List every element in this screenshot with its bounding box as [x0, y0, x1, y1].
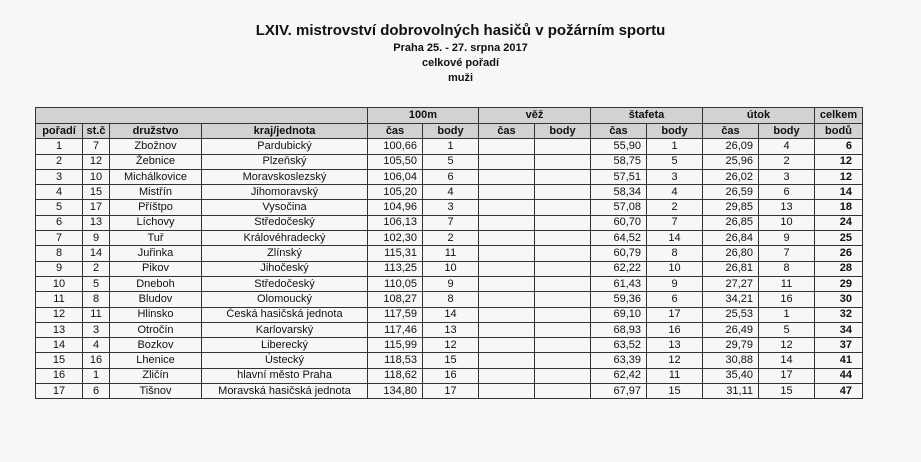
cell-cas-vez: [479, 154, 535, 169]
cell-cas-utok: 26,49: [703, 322, 759, 337]
cell-cas-utok: 35,40: [703, 368, 759, 383]
cell-body-100m: 10: [423, 261, 479, 276]
cell-st: 3: [83, 322, 110, 337]
cell-body-vez: [535, 384, 591, 399]
cell-st: 10: [83, 169, 110, 184]
cell-druzstvo: Otročín: [110, 322, 202, 337]
cell-body-stafeta: 9: [647, 276, 703, 291]
cell-cas-100m: 100,66: [368, 139, 423, 154]
cell-celkem: 37: [815, 338, 863, 353]
cell-druzstvo: Líchovy: [110, 215, 202, 230]
cell-body-vez: [535, 353, 591, 368]
cell-body-stafeta: 11: [647, 368, 703, 383]
cell-body-vez: [535, 261, 591, 276]
cell-cas-utok: 29,79: [703, 338, 759, 353]
cell-cas-vez: [479, 185, 535, 200]
cell-kraj: Vysočina: [202, 200, 368, 215]
cell-cas-stafeta: 68,93: [591, 322, 647, 337]
cell-celkem: 12: [815, 169, 863, 184]
cell-kraj: Karlovarský: [202, 322, 368, 337]
table-row: [36, 139, 863, 154]
cell-st: 5: [83, 276, 110, 291]
cell-body-vez: [535, 231, 591, 246]
cell-cas-vez: [479, 261, 535, 276]
cell-poradi: 16: [36, 368, 83, 383]
cell-cas-utok: 26,81: [703, 261, 759, 276]
results-body: [36, 139, 863, 399]
cell-kraj: Liberecký: [202, 338, 368, 353]
cell-druzstvo: Žebnice: [110, 154, 202, 169]
cell-body-100m: 4: [423, 185, 479, 200]
cell-body-vez: [535, 307, 591, 322]
cell-cas-100m: 108,27: [368, 292, 423, 307]
cell-kraj: Olomoucký: [202, 292, 368, 307]
cell-body-100m: 6: [423, 169, 479, 184]
cell-cas-100m: 105,20: [368, 185, 423, 200]
cell-body-utok: 16: [759, 292, 815, 307]
cell-cas-stafeta: 59,36: [591, 292, 647, 307]
subtitle-ranking: celkové pořadí: [421, 57, 500, 69]
cell-cas-vez: [479, 231, 535, 246]
cell-cas-utok: 26,02: [703, 169, 759, 184]
cell-cas-100m: 117,46: [368, 322, 423, 337]
cell-body-100m: 1: [423, 139, 479, 154]
cell-kraj: Královéhradecký: [202, 231, 368, 246]
cell-poradi: 14: [36, 338, 83, 353]
cell-cas-stafeta: 60,70: [591, 215, 647, 230]
cell-body-utok: 15: [759, 384, 815, 399]
cell-druzstvo: Mistřín: [110, 185, 202, 200]
cell-cas-100m: 102,30: [368, 231, 423, 246]
cell-body-stafeta: 14: [647, 231, 703, 246]
cell-st: 17: [83, 200, 110, 215]
group-header-spacer: [36, 108, 368, 124]
cell-poradi: 6: [36, 215, 83, 230]
cell-body-100m: 15: [423, 353, 479, 368]
subtitle-category: muži: [447, 72, 474, 84]
cell-cas-utok: 30,88: [703, 353, 759, 368]
cell-kraj: Plzeňský: [202, 154, 368, 169]
cell-st: 15: [83, 185, 110, 200]
cell-poradi: 12: [36, 307, 83, 322]
cell-body-stafeta: 2: [647, 200, 703, 215]
cell-cas-utok: 26,09: [703, 139, 759, 154]
cell-cas-100m: 118,53: [368, 353, 423, 368]
cell-celkem: 41: [815, 353, 863, 368]
col-body-stafeta: body: [647, 124, 703, 139]
table-row: [36, 322, 863, 337]
cell-body-vez: [535, 292, 591, 307]
cell-poradi: 9: [36, 261, 83, 276]
cell-body-100m: 8: [423, 292, 479, 307]
cell-celkem: 44: [815, 368, 863, 383]
table-row: [36, 353, 863, 368]
cell-celkem: 14: [815, 185, 863, 200]
table-row: [36, 292, 863, 307]
cell-st: 12: [83, 154, 110, 169]
cell-body-utok: 12: [759, 338, 815, 353]
col-body-utok: body: [759, 124, 815, 139]
cell-body-vez: [535, 139, 591, 154]
cell-st: 14: [83, 246, 110, 261]
cell-body-stafeta: 12: [647, 353, 703, 368]
cell-kraj: Česká hasičská jednota: [202, 307, 368, 322]
cell-cas-vez: [479, 200, 535, 215]
cell-cas-vez: [479, 215, 535, 230]
cell-poradi: 11: [36, 292, 83, 307]
cell-poradi: 8: [36, 246, 83, 261]
cell-poradi: 17: [36, 384, 83, 399]
cell-poradi: 5: [36, 200, 83, 215]
cell-celkem: 18: [815, 200, 863, 215]
cell-st: 2: [83, 261, 110, 276]
cell-body-100m: 14: [423, 307, 479, 322]
cell-st: 6: [83, 384, 110, 399]
table-row: [36, 185, 863, 200]
cell-cas-utok: 26,80: [703, 246, 759, 261]
cell-body-stafeta: 16: [647, 322, 703, 337]
cell-body-100m: 17: [423, 384, 479, 399]
cell-druzstvo: Bludov: [110, 292, 202, 307]
cell-druzstvo: Zličín: [110, 368, 202, 383]
cell-kraj: Pardubický: [202, 139, 368, 154]
table-row: [36, 169, 863, 184]
group-header-100m: 100m: [368, 108, 479, 124]
cell-celkem: 12: [815, 154, 863, 169]
cell-body-vez: [535, 338, 591, 353]
cell-poradi: 1: [36, 139, 83, 154]
cell-cas-100m: 110,05: [368, 276, 423, 291]
cell-cas-stafeta: 57,51: [591, 169, 647, 184]
table-row: [36, 307, 863, 322]
cell-cas-100m: 106,04: [368, 169, 423, 184]
cell-cas-vez: [479, 246, 535, 261]
cell-poradi: 2: [36, 154, 83, 169]
cell-cas-vez: [479, 169, 535, 184]
table-row: [36, 246, 863, 261]
cell-body-vez: [535, 200, 591, 215]
cell-body-utok: 6: [759, 185, 815, 200]
cell-body-vez: [535, 368, 591, 383]
cell-cas-stafeta: 69,10: [591, 307, 647, 322]
cell-body-utok: 14: [759, 353, 815, 368]
cell-cas-100m: 134,80: [368, 384, 423, 399]
cell-poradi: 4: [36, 185, 83, 200]
col-kraj: kraj/jednota: [202, 124, 368, 139]
cell-body-stafeta: 4: [647, 185, 703, 200]
cell-celkem: 28: [815, 261, 863, 276]
cell-st: 11: [83, 307, 110, 322]
cell-cas-utok: 26,59: [703, 185, 759, 200]
cell-body-utok: 13: [759, 200, 815, 215]
cell-cas-100m: 118,62: [368, 368, 423, 383]
cell-body-100m: 11: [423, 246, 479, 261]
cell-cas-utok: 34,21: [703, 292, 759, 307]
cell-st: 16: [83, 353, 110, 368]
cell-poradi: 7: [36, 231, 83, 246]
cell-cas-utok: 26,85: [703, 215, 759, 230]
cell-celkem: 32: [815, 307, 863, 322]
col-st: st.č: [83, 124, 110, 139]
cell-cas-vez: [479, 307, 535, 322]
col-cas-vez: čas: [479, 124, 535, 139]
cell-body-100m: 2: [423, 231, 479, 246]
cell-body-100m: 5: [423, 154, 479, 169]
cell-cas-vez: [479, 292, 535, 307]
table-row: [36, 200, 863, 215]
cell-celkem: 25: [815, 231, 863, 246]
col-cas-100m: čas: [368, 124, 423, 139]
cell-st: 8: [83, 292, 110, 307]
cell-body-vez: [535, 185, 591, 200]
cell-body-vez: [535, 276, 591, 291]
cell-body-stafeta: 17: [647, 307, 703, 322]
cell-cas-utok: 25,96: [703, 154, 759, 169]
table-row: [36, 368, 863, 383]
cell-cas-vez: [479, 139, 535, 154]
cell-druzstvo: Lhenice: [110, 353, 202, 368]
cell-cas-vez: [479, 368, 535, 383]
group-header-row: [36, 108, 863, 124]
cell-cas-stafeta: 62,42: [591, 368, 647, 383]
page-title: LXIV. mistrovství dobrovolných hasičů v požárním sportu: [255, 22, 666, 39]
cell-kraj: Zlínský: [202, 246, 368, 261]
cell-cas-utok: 27,27: [703, 276, 759, 291]
group-header-celkem: celkem: [815, 108, 863, 124]
cell-cas-stafeta: 64,52: [591, 231, 647, 246]
cell-druzstvo: Dneboh: [110, 276, 202, 291]
cell-body-100m: 3: [423, 200, 479, 215]
cell-druzstvo: Tuř: [110, 231, 202, 246]
cell-body-utok: 4: [759, 139, 815, 154]
cell-cas-100m: 115,31: [368, 246, 423, 261]
cell-body-utok: 1: [759, 307, 815, 322]
cell-celkem: 24: [815, 215, 863, 230]
cell-celkem: 26: [815, 246, 863, 261]
cell-body-utok: 10: [759, 215, 815, 230]
cell-body-utok: 7: [759, 246, 815, 261]
results-table: [35, 107, 863, 399]
cell-body-vez: [535, 215, 591, 230]
cell-body-100m: 9: [423, 276, 479, 291]
cell-cas-stafeta: 63,39: [591, 353, 647, 368]
cell-st: 1: [83, 368, 110, 383]
cell-kraj: Moravská hasičská jednota: [202, 384, 368, 399]
col-body-vez: body: [535, 124, 591, 139]
cell-cas-utok: 31,11: [703, 384, 759, 399]
cell-celkem: 34: [815, 322, 863, 337]
column-header-row: [36, 124, 863, 139]
cell-poradi: 10: [36, 276, 83, 291]
cell-body-100m: 16: [423, 368, 479, 383]
cell-cas-100m: 104,96: [368, 200, 423, 215]
cell-cas-stafeta: 60,79: [591, 246, 647, 261]
cell-cas-vez: [479, 338, 535, 353]
cell-cas-vez: [479, 384, 535, 399]
col-cas-stafeta: čas: [591, 124, 647, 139]
cell-cas-vez: [479, 322, 535, 337]
cell-cas-stafeta: 63,52: [591, 338, 647, 353]
cell-st: 7: [83, 139, 110, 154]
cell-cas-stafeta: 67,97: [591, 384, 647, 399]
cell-celkem: 47: [815, 384, 863, 399]
cell-body-stafeta: 1: [647, 139, 703, 154]
cell-st: 4: [83, 338, 110, 353]
table-row: [36, 215, 863, 230]
col-body-100m: body: [423, 124, 479, 139]
cell-kraj: Jihočeský: [202, 261, 368, 276]
cell-kraj: Moravskoslezský: [202, 169, 368, 184]
table-row: [36, 261, 863, 276]
cell-cas-stafeta: 57,08: [591, 200, 647, 215]
cell-body-utok: 11: [759, 276, 815, 291]
cell-celkem: 6: [815, 139, 863, 154]
col-poradi: pořadí: [36, 124, 83, 139]
table-row: [36, 276, 863, 291]
cell-body-utok: 2: [759, 154, 815, 169]
col-celkem: bodů: [815, 124, 863, 139]
cell-druzstvo: Michálkovice: [110, 169, 202, 184]
group-header-utok: útok: [703, 108, 815, 124]
cell-poradi: 13: [36, 322, 83, 337]
table-row: [36, 231, 863, 246]
cell-body-stafeta: 7: [647, 215, 703, 230]
cell-body-utok: 5: [759, 322, 815, 337]
cell-body-vez: [535, 322, 591, 337]
cell-druzstvo: Zbožnov: [110, 139, 202, 154]
cell-cas-vez: [479, 353, 535, 368]
cell-cas-stafeta: 58,34: [591, 185, 647, 200]
cell-body-utok: 9: [759, 231, 815, 246]
cell-cas-stafeta: 62,22: [591, 261, 647, 276]
table-row: [36, 384, 863, 399]
cell-body-utok: 3: [759, 169, 815, 184]
cell-cas-stafeta: 58,75: [591, 154, 647, 169]
cell-kraj: Středočeský: [202, 276, 368, 291]
cell-st: 9: [83, 231, 110, 246]
cell-body-100m: 7: [423, 215, 479, 230]
cell-druzstvo: Bozkov: [110, 338, 202, 353]
cell-body-stafeta: 3: [647, 169, 703, 184]
group-header-veze: věž: [479, 108, 591, 124]
cell-body-vez: [535, 169, 591, 184]
cell-body-utok: 8: [759, 261, 815, 276]
cell-body-stafeta: 8: [647, 246, 703, 261]
cell-cas-100m: 115,99: [368, 338, 423, 353]
col-druzstvo: družstvo: [110, 124, 202, 139]
cell-body-stafeta: 6: [647, 292, 703, 307]
cell-cas-100m: 117,59: [368, 307, 423, 322]
cell-body-100m: 13: [423, 322, 479, 337]
cell-body-stafeta: 13: [647, 338, 703, 353]
cell-body-stafeta: 10: [647, 261, 703, 276]
cell-body-vez: [535, 246, 591, 261]
cell-druzstvo: Tišnov: [110, 384, 202, 399]
cell-celkem: 30: [815, 292, 863, 307]
cell-body-100m: 12: [423, 338, 479, 353]
cell-cas-stafeta: 61,43: [591, 276, 647, 291]
cell-body-stafeta: 5: [647, 154, 703, 169]
cell-st: 13: [83, 215, 110, 230]
cell-poradi: 3: [36, 169, 83, 184]
table-row: [36, 154, 863, 169]
cell-cas-utok: 29,85: [703, 200, 759, 215]
cell-druzstvo: Hlinsko: [110, 307, 202, 322]
cell-kraj: hlavní město Praha: [202, 368, 368, 383]
table-row: [36, 338, 863, 353]
cell-body-utok: 17: [759, 368, 815, 383]
cell-kraj: Středočeský: [202, 215, 368, 230]
cell-cas-utok: 25,53: [703, 307, 759, 322]
cell-cas-vez: [479, 276, 535, 291]
cell-cas-utok: 26,84: [703, 231, 759, 246]
cell-body-stafeta: 15: [647, 384, 703, 399]
cell-druzstvo: Juřinka: [110, 246, 202, 261]
cell-kraj: Ústecký: [202, 353, 368, 368]
cell-cas-100m: 105,50: [368, 154, 423, 169]
subtitle-place-date: Praha 25. - 27. srpna 2017: [393, 42, 528, 54]
cell-druzstvo: Příštpo: [110, 200, 202, 215]
cell-poradi: 15: [36, 353, 83, 368]
cell-body-vez: [535, 154, 591, 169]
group-header-stafeta: štafeta: [591, 108, 703, 124]
cell-celkem: 29: [815, 276, 863, 291]
cell-druzstvo: Pikov: [110, 261, 202, 276]
cell-kraj: Jihomoravský: [202, 185, 368, 200]
cell-cas-stafeta: 55,90: [591, 139, 647, 154]
cell-cas-100m: 106,13: [368, 215, 423, 230]
cell-cas-100m: 113,25: [368, 261, 423, 276]
col-cas-utok: čas: [703, 124, 759, 139]
